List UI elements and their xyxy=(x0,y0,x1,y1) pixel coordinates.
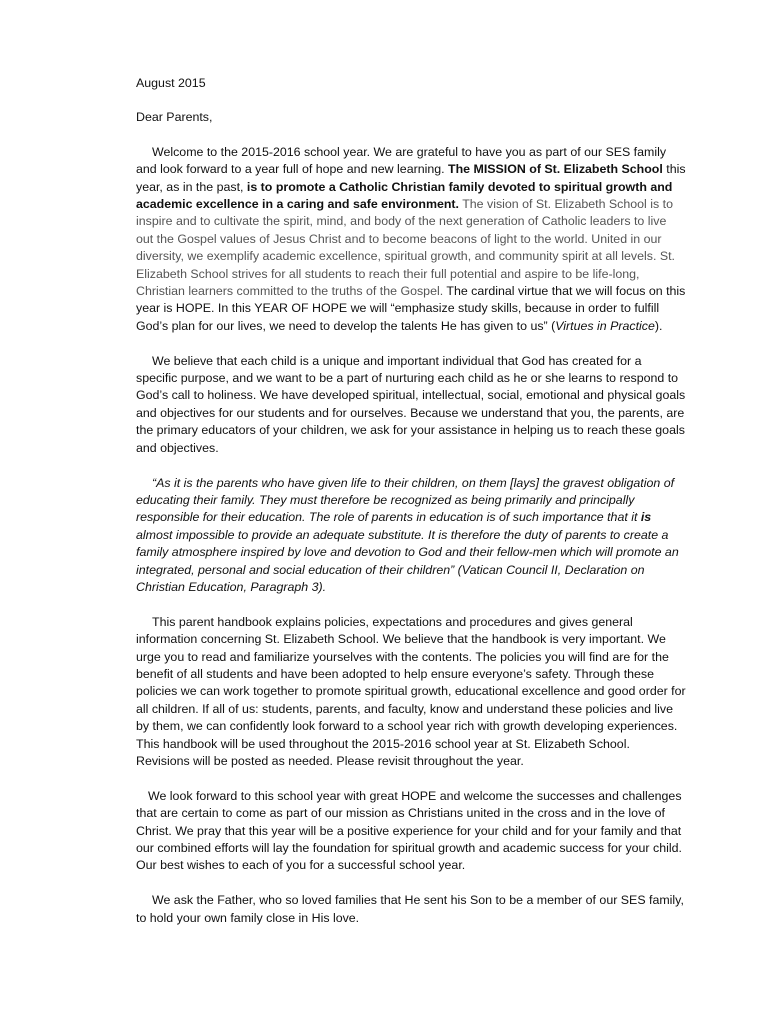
paragraph-handbook: This parent handbook explains policies, expectations and procedures and gives general information concerning St. Elizabeth School. We believe that the handbook is very important. We urge you to read and familiarize yourselves with the contents. The policies you will find are for the benefit of all students and have been adopted to help ensure everyone’s safety. Through these policies we can work together to promote spiritual growth, educational excellence and good order for all children. If all of us: students, parents, and faculty, know and understand these policies and live by them, we can confidently look forward to a school year rich with growth developing experiences. This handbook will be used throughout the 2015-2016 school year at St. Elizabeth School. Revisions will be posted as needed. Please revisit throughout the year. xyxy=(136,614,686,768)
letter-date: August 2015 xyxy=(136,76,206,90)
paragraph-welcome xyxy=(136,144,686,335)
quote-part-1: “As it is the parents who have given life to their children, on them [lays] the gravest obligation of educating their family. They must therefore be recognized as being primarily and principally responsible for their education. The role of parents in education is of such importance that it xyxy=(136,475,675,525)
citation-close: ). xyxy=(654,318,663,333)
quote-emphasis: is xyxy=(640,510,652,525)
letter-salutation: Dear Parents, xyxy=(136,110,213,125)
mission-heading: The MISSION of St. Elizabeth School xyxy=(448,162,663,177)
cardinal-virtue-text: The cardinal virtue that we will focus on this year is HOPE. In this YEAR OF HOPE we will “emphasize study skills, because in order to fulfill God’s plan for our lives, we need to develop the talents He has given to us” ( xyxy=(136,284,686,333)
mission-connector: this year, as in the past, xyxy=(136,162,686,194)
letter-page xyxy=(136,75,686,927)
vision-statement: The vision of St. Elizabeth School is to inspire and to cultivate the spirit, mind, and body of the next generation of Catholic leaders to live out the Gospel values of Jesus Christ and to become beacons of light to the world. United in our diversity, we exemplify academic excellence, spiritual growth, and community spirit at all levels. St. Elizabeth School strives for all students to reach their full potential and aspire to be life-long, Christian learners committed to the truths of the Gospel. xyxy=(136,197,675,299)
paragraph-closing-prayer: We ask the Father, who so loved families that He sent his Son to be a member of our SES family, to hold your own family close in His love. xyxy=(136,893,684,925)
quote-part-2: almost impossible to provide an adequate substitute. It is therefore the duty of parents to create a family atmosphere inspired by love and devotion to God and their fellow-men which will promote an integrated, personal and social education of their children” (Vatican Council II, Declaration on Christian Education, Paragraph 3). xyxy=(136,527,679,594)
mission-statement: is to promote a Catholic Christian family devoted to spiritual growth and academic excellence in a caring and safe environment. xyxy=(136,179,673,212)
virtues-in-practice-citation: Virtues in Practice xyxy=(555,318,655,333)
welcome-text: Welcome to the 2015-2016 school year. We are grateful to have you as part of our SES family and look forward to a year full of hope and new learning. xyxy=(136,144,667,177)
paragraph-vatican-quote xyxy=(136,475,686,597)
paragraph-look-forward: We look forward to this school year with great HOPE and welcome the successes and challenges that are certain to come as part of our mission as Christians united in the cross and in the love of Christ. We pray that this year will be a positive experience for your child and for your family and that our combined efforts will lay the foundation for spiritual growth and academic success for your child. Our best wishes to each of you for a successful school year. xyxy=(136,788,682,873)
paragraph-belief: We believe that each child is a unique and important individual that God has created for a specific purpose, and we want to be a part of nurturing each child as he or she learns to respond to God’s call to holiness. We have developed spiritual, intellectual, social, emotional and physical goals and objectives for our students and for ourselves. Because we understand that you, the parents, are the primary educators of your children, we ask for your assistance in helping us to reach these goals and objectives. xyxy=(136,353,686,455)
